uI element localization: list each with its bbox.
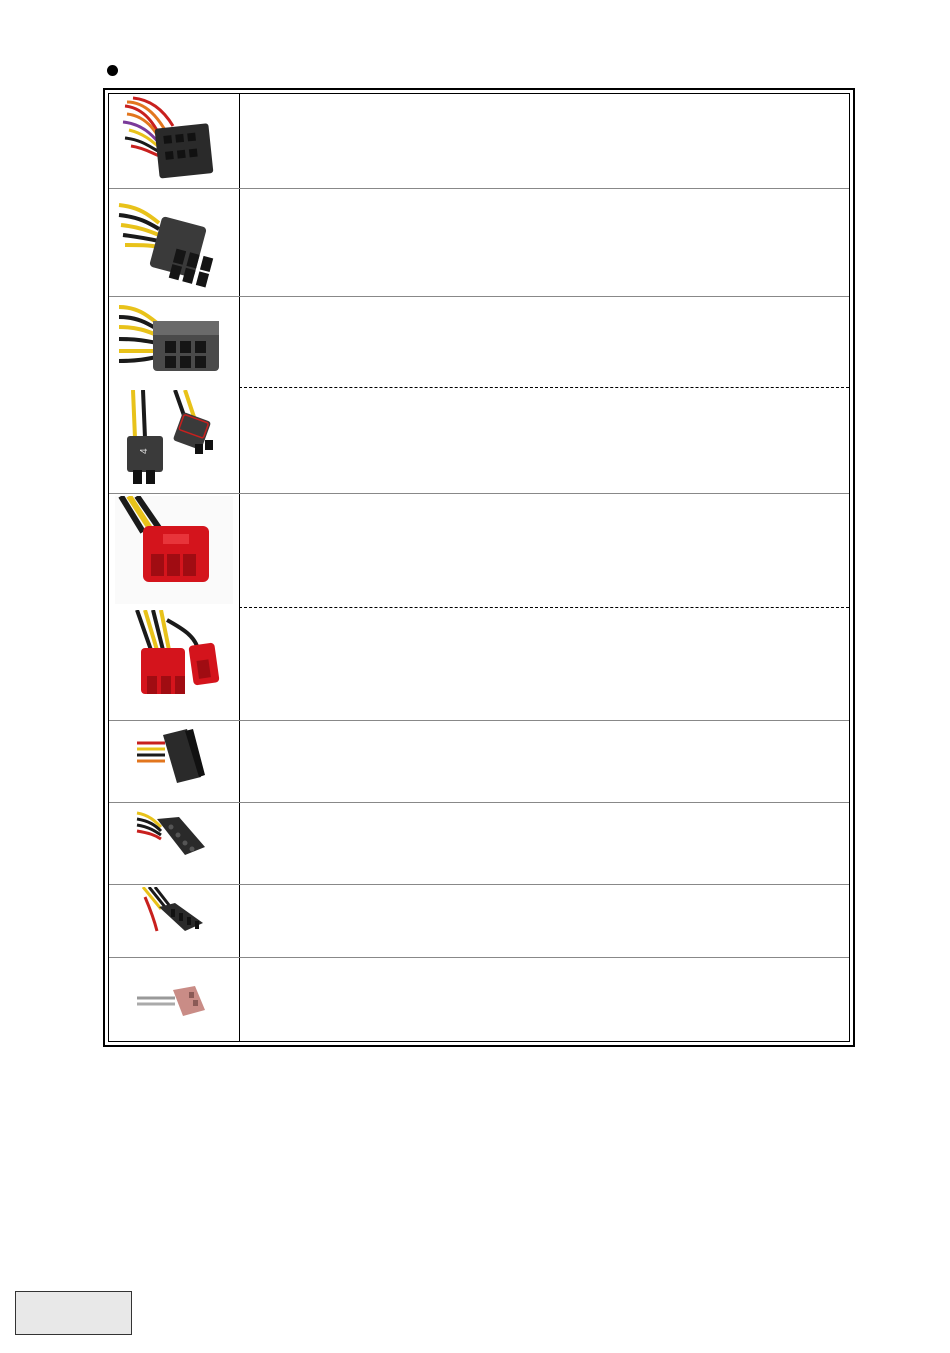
bullet-point — [107, 65, 118, 76]
table-row — [109, 958, 849, 1045]
table-row — [109, 94, 849, 188]
svg-text:4: 4 — [139, 448, 150, 454]
table-row — [109, 803, 849, 883]
6plus2-pin-pcie-connector-icon — [115, 610, 233, 716]
connector-table — [103, 88, 855, 1047]
sata-power-connector-icon — [115, 723, 233, 799]
24-pin-atx-connector-icon — [115, 96, 233, 186]
table-row — [109, 189, 849, 295]
table-row — [109, 388, 849, 492]
8-pin-pcie-connector-icon — [115, 496, 233, 604]
molex-4-pin-connector-icon — [115, 805, 233, 881]
table-row — [109, 608, 849, 719]
8-pin-connector-icon — [115, 299, 233, 385]
4plus4-pin-cpu-connector-icon — [115, 390, 233, 490]
table-row — [109, 494, 849, 605]
page-number-box — [15, 1291, 132, 1335]
fan-3-pin-connector-icon — [115, 960, 233, 1044]
table-row — [109, 885, 849, 956]
table-row — [109, 721, 849, 801]
8-pin-eps-connector-icon — [115, 193, 233, 291]
table-row — [109, 297, 849, 386]
floppy-4-pin-connector-icon — [115, 887, 233, 955]
